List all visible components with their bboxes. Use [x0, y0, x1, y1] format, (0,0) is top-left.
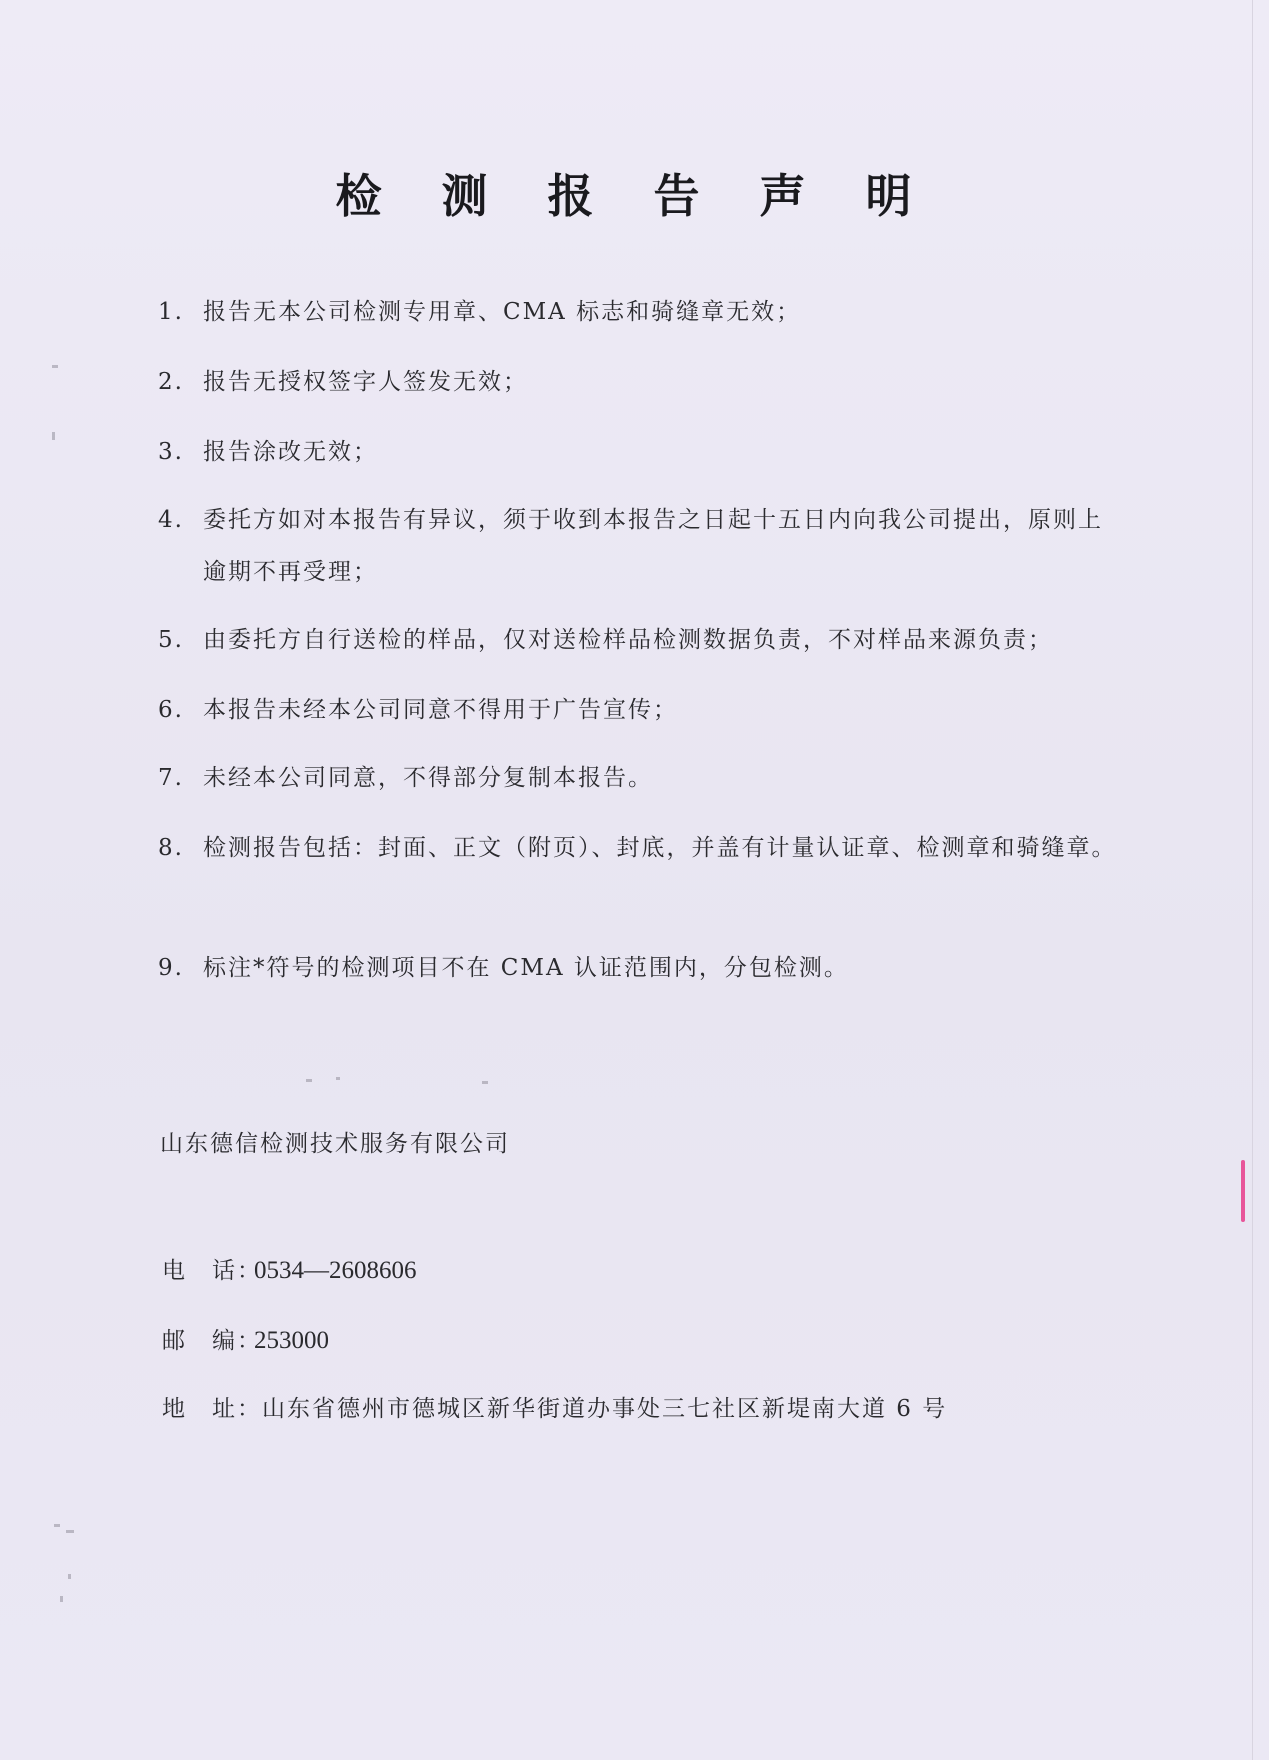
page-edge — [1252, 0, 1253, 1760]
document-title: 检 测 报 告 声 明 — [335, 169, 934, 223]
scan-speck — [60, 1596, 63, 1602]
item-number: 7. — [158, 765, 184, 791]
list-item — [158, 942, 1118, 994]
list-item — [158, 684, 1118, 736]
item-text: 报告无本公司检测专用章、CMA 标志和骑缝章无效； — [203, 299, 802, 325]
scan-speck — [306, 1079, 312, 1082]
stamp-edge-mark — [1241, 1160, 1245, 1222]
list-item — [158, 494, 1118, 598]
scan-speck — [68, 1574, 71, 1579]
scan-speck — [482, 1081, 488, 1084]
item-number: 3. — [158, 439, 184, 465]
list-item — [158, 426, 1118, 478]
list-item — [158, 614, 1118, 666]
item-text: 由委托方自行送检的样品，仅对送检样品检测数据负责，不对样品来源负责； — [203, 627, 1053, 653]
address-value: 山东省德州市德城区新华街道办事处三七社区新堤南大道 6 号 — [262, 1396, 948, 1422]
list-item — [158, 356, 1118, 408]
item-text: 报告无授权签字人签发无效； — [203, 369, 528, 395]
item-text: 检测报告包括：封面、正文（附页）、封底，并盖有计量认证章、检测章和骑缝章。 — [203, 835, 1117, 861]
item-text: 未经本公司同意，不得部分复制本报告。 — [203, 765, 653, 791]
address-line — [162, 1390, 947, 1423]
scan-speck — [336, 1077, 340, 1080]
item-number: 6. — [158, 697, 184, 723]
item-text: 委托方如对本报告有异议，须于收到本报告之日起十五日内向我公司提出，原则上逾期不再受理； — [203, 507, 1103, 585]
scan-speck — [52, 365, 58, 368]
address-label: 地 址： — [162, 1396, 262, 1422]
scan-speck — [54, 1524, 60, 1527]
item-text: 标注*符号的检测项目不在 CMA 认证范围内，分包检测。 — [203, 955, 849, 981]
list-item — [158, 822, 1118, 874]
phone-label: 电 话： — [162, 1258, 262, 1284]
postcode-label: 邮 编： — [162, 1328, 262, 1354]
scan-speck — [52, 432, 55, 440]
list-item — [158, 286, 1118, 338]
scan-speck — [66, 1530, 74, 1533]
item-text: 报告涂改无效； — [203, 439, 378, 465]
item-number: 8. — [158, 835, 184, 861]
phone-value: 0534—2608606 — [254, 1257, 417, 1284]
item-number: 5. — [158, 627, 184, 653]
postcode-value: 253000 — [254, 1327, 329, 1354]
item-number: 1. — [158, 299, 184, 325]
item-number: 2. — [158, 369, 184, 395]
item-number: 9. — [158, 955, 184, 981]
company-name: 山东德信检测技术服务有限公司 — [160, 1131, 510, 1157]
phone-line — [162, 1252, 417, 1285]
list-item — [158, 752, 1118, 804]
item-number: 4. — [158, 507, 184, 533]
item-text: 本报告未经本公司同意不得用于广告宣传； — [203, 697, 678, 723]
postcode-line — [162, 1322, 329, 1355]
